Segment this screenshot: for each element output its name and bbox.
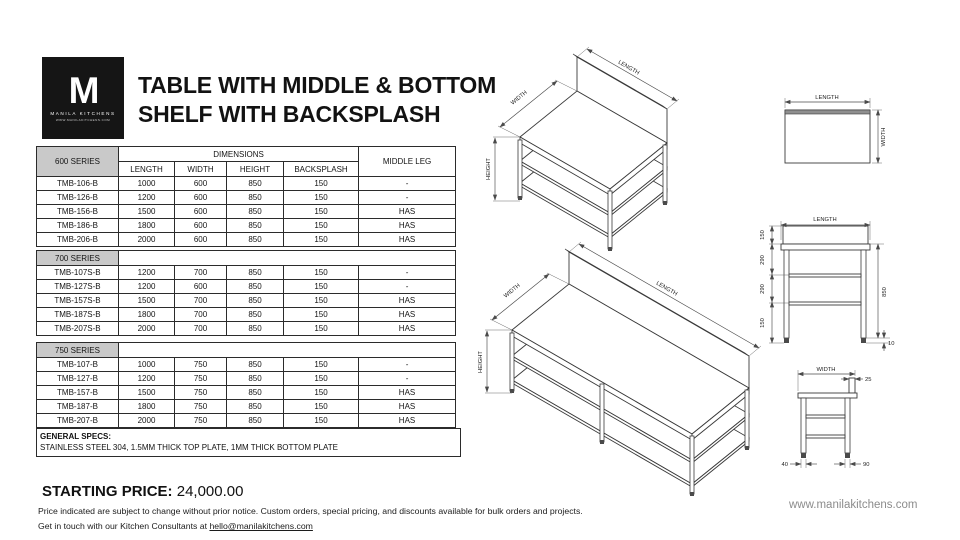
- table-leg: [663, 145, 667, 203]
- tabletop-plan: [785, 110, 870, 163]
- front-view-drawing: [760, 217, 894, 351]
- value-cell: 150: [284, 294, 359, 308]
- value-cell: HAS: [359, 322, 456, 336]
- value-cell: 150: [284, 191, 359, 205]
- table-leg: [845, 398, 850, 453]
- value-cell: 1200: [119, 280, 175, 294]
- value-cell: 850: [227, 177, 284, 191]
- table-middle-leg: [600, 384, 604, 442]
- value-cell: 850: [227, 372, 284, 386]
- value-cell: 700: [175, 322, 227, 336]
- value-cell: 1000: [119, 177, 175, 191]
- side-width-label: WIDTH: [816, 367, 836, 373]
- middle-shelf-side: [806, 415, 845, 418]
- value-cell: 600: [175, 191, 227, 205]
- model-cell: TMB-206-B: [37, 233, 119, 247]
- value-cell: 850: [227, 414, 284, 428]
- model-cell: TMB-207-B: [37, 414, 119, 428]
- value-cell: -: [359, 280, 456, 294]
- value-cell: 1200: [119, 266, 175, 280]
- value-cell: 1000: [119, 358, 175, 372]
- value-cell: 750: [175, 400, 227, 414]
- iso-long-length-label: LENGTH: [654, 280, 679, 298]
- price-disclaimer: Price indicated are subject to change without prior notice. Custom orders, special pricing, and discounts available for bulk orders and projects.: [38, 506, 583, 516]
- middle-shelf-front: [789, 274, 861, 277]
- value-cell: 700: [175, 308, 227, 322]
- iso-long-width-label: WIDTH: [503, 282, 522, 300]
- table-leg: [608, 191, 612, 249]
- value-cell: 850: [227, 322, 284, 336]
- plan-length-label: LENGTH: [815, 95, 839, 101]
- value-cell: 700: [175, 294, 227, 308]
- tabletop-side: [798, 393, 857, 398]
- value-cell: 150: [284, 308, 359, 322]
- contact-prefix: Get in touch with our Kitchen Consultants at: [38, 521, 210, 531]
- front-seg-290-a: 290: [760, 255, 766, 265]
- model-cell: TMB-107-B: [37, 358, 119, 372]
- plan-view-drawing: [785, 95, 887, 163]
- series-700-header: 700 SERIES: [37, 251, 119, 266]
- value-cell: 150: [284, 266, 359, 280]
- front-seg-290-b: 290: [760, 284, 766, 294]
- value-cell: 150: [284, 233, 359, 247]
- value-cell: 150: [284, 414, 359, 428]
- series-600-header: 600 SERIES: [37, 147, 119, 177]
- value-cell: 750: [175, 386, 227, 400]
- value-cell: 150: [284, 177, 359, 191]
- value-cell: 150: [284, 358, 359, 372]
- side-view-drawing: [782, 367, 872, 468]
- side-right-offset-label: 90: [863, 462, 870, 468]
- page-title-line2: SHELF WITH BACKSPLASH: [138, 101, 441, 127]
- model-cell: TMB-127-B: [37, 372, 119, 386]
- value-cell: 850: [227, 205, 284, 219]
- bottom-shelf-side: [806, 435, 845, 438]
- model-cell: TMB-157-B: [37, 386, 119, 400]
- value-cell: 2000: [119, 233, 175, 247]
- value-cell: HAS: [359, 308, 456, 322]
- model-cell: TMB-186-B: [37, 219, 119, 233]
- front-seg-150-bottom: 150: [760, 318, 766, 328]
- value-cell: 600: [175, 233, 227, 247]
- model-cell: TMB-156-B: [37, 205, 119, 219]
- value-cell: 750: [175, 358, 227, 372]
- front-foot-height-label: 10: [888, 341, 895, 347]
- website-url: www.manilakitchens.com: [789, 499, 918, 511]
- brand-monogram: M: [68, 70, 98, 111]
- model-cell: TMB-187-B: [37, 400, 119, 414]
- table-leg: [784, 250, 789, 338]
- value-cell: 850: [227, 219, 284, 233]
- value-cell: 150: [284, 322, 359, 336]
- bottom-shelf-front: [789, 302, 861, 305]
- value-cell: 150: [284, 386, 359, 400]
- col-header-length: LENGTH: [119, 162, 175, 177]
- value-cell: 700: [175, 266, 227, 280]
- side-backsplash-thickness-label: 25: [865, 377, 872, 383]
- backsplash-plan: [785, 110, 870, 114]
- value-cell: HAS: [359, 219, 456, 233]
- model-cell: TMB-127S-B: [37, 280, 119, 294]
- general-specs-text: STAINLESS STEEL 304, 1.5MM THICK TOP PLATE, 1MM THICK BOTTOM PLATE: [40, 443, 339, 452]
- col-header-width: WIDTH: [175, 162, 227, 177]
- value-cell: 1500: [119, 205, 175, 219]
- value-cell: 600: [175, 205, 227, 219]
- iso-small-length-label: LENGTH: [616, 59, 641, 77]
- value-cell: 850: [227, 191, 284, 205]
- starting-price-label: STARTING PRICE:: [42, 483, 173, 500]
- table-leg: [801, 398, 806, 453]
- general-specs-label: GENERAL SPECS:: [40, 432, 111, 441]
- value-cell: 850: [227, 358, 284, 372]
- table-leg: [745, 390, 749, 448]
- value-cell: 850: [227, 294, 284, 308]
- front-length-label: LENGTH: [813, 217, 837, 223]
- brand-name: MANILA KITCHENS: [50, 111, 116, 116]
- value-cell: 1500: [119, 294, 175, 308]
- table-leg: [510, 333, 514, 391]
- value-cell: 150: [284, 280, 359, 294]
- page-title-line1: TABLE WITH MIDDLE & BOTTOM: [138, 72, 497, 98]
- tabletop-front: [781, 244, 870, 250]
- value-cell: 150: [284, 205, 359, 219]
- value-cell: HAS: [359, 205, 456, 219]
- table-leg: [690, 436, 694, 494]
- iso-long-height-label: HEIGHT: [478, 351, 484, 373]
- value-cell: 600: [175, 280, 227, 294]
- contact-email-link[interactable]: hello@manilakitchens.com: [209, 521, 313, 531]
- table-leg: [861, 250, 866, 338]
- value-cell: 850: [227, 233, 284, 247]
- iso-long-table-drawing: [478, 242, 761, 496]
- value-cell: -: [359, 358, 456, 372]
- value-cell: 1800: [119, 400, 175, 414]
- model-cell: TMB-187S-B: [37, 308, 119, 322]
- model-cell: TMB-207S-B: [37, 322, 119, 336]
- series-750-header: 750 SERIES: [37, 343, 119, 358]
- value-cell: 150: [284, 219, 359, 233]
- value-cell: 2000: [119, 322, 175, 336]
- value-cell: 150: [284, 400, 359, 414]
- value-cell: HAS: [359, 400, 456, 414]
- col-header-backsplash: BACKSPLASH: [284, 162, 359, 177]
- starting-price-value: 24,000.00: [176, 483, 244, 500]
- iso-small-width-label: WIDTH: [510, 89, 529, 107]
- value-cell: 600: [175, 219, 227, 233]
- value-cell: -: [359, 266, 456, 280]
- value-cell: HAS: [359, 386, 456, 400]
- backsplash-front: [783, 226, 868, 244]
- plan-width-label: WIDTH: [881, 127, 887, 147]
- value-cell: 750: [175, 414, 227, 428]
- iso-small-table-drawing: [486, 47, 679, 251]
- value-cell: 1500: [119, 386, 175, 400]
- value-cell: 1800: [119, 219, 175, 233]
- table-leg: [518, 140, 522, 198]
- front-seg-150-top: 150: [760, 230, 766, 240]
- value-cell: -: [359, 177, 456, 191]
- model-cell: TMB-106-B: [37, 177, 119, 191]
- value-cell: 850: [227, 308, 284, 322]
- model-cell: TMB-107S-B: [37, 266, 119, 280]
- value-cell: 150: [284, 372, 359, 386]
- value-cell: 1800: [119, 308, 175, 322]
- value-cell: HAS: [359, 233, 456, 247]
- value-cell: HAS: [359, 414, 456, 428]
- middle-leg-header: MIDDLE LEG: [359, 147, 456, 177]
- value-cell: 850: [227, 386, 284, 400]
- dimensions-header: DIMENSIONS: [119, 147, 359, 162]
- backsplash-side: [849, 378, 855, 393]
- col-header-height: HEIGHT: [227, 162, 284, 177]
- value-cell: HAS: [359, 294, 456, 308]
- value-cell: 1200: [119, 372, 175, 386]
- value-cell: 1200: [119, 191, 175, 205]
- value-cell: 600: [175, 177, 227, 191]
- value-cell: 750: [175, 372, 227, 386]
- value-cell: 2000: [119, 414, 175, 428]
- value-cell: 850: [227, 266, 284, 280]
- value-cell: -: [359, 191, 456, 205]
- value-cell: 850: [227, 280, 284, 294]
- value-cell: -: [359, 372, 456, 386]
- model-cell: TMB-126-B: [37, 191, 119, 205]
- iso-small-height-label: HEIGHT: [486, 158, 492, 180]
- front-total-height-label: 850: [882, 287, 888, 297]
- side-left-offset-label: 40: [781, 462, 788, 468]
- value-cell: 850: [227, 400, 284, 414]
- model-cell: TMB-157S-B: [37, 294, 119, 308]
- brand-url-small: WWW.MANILAKITCHENS.COM: [55, 118, 111, 122]
